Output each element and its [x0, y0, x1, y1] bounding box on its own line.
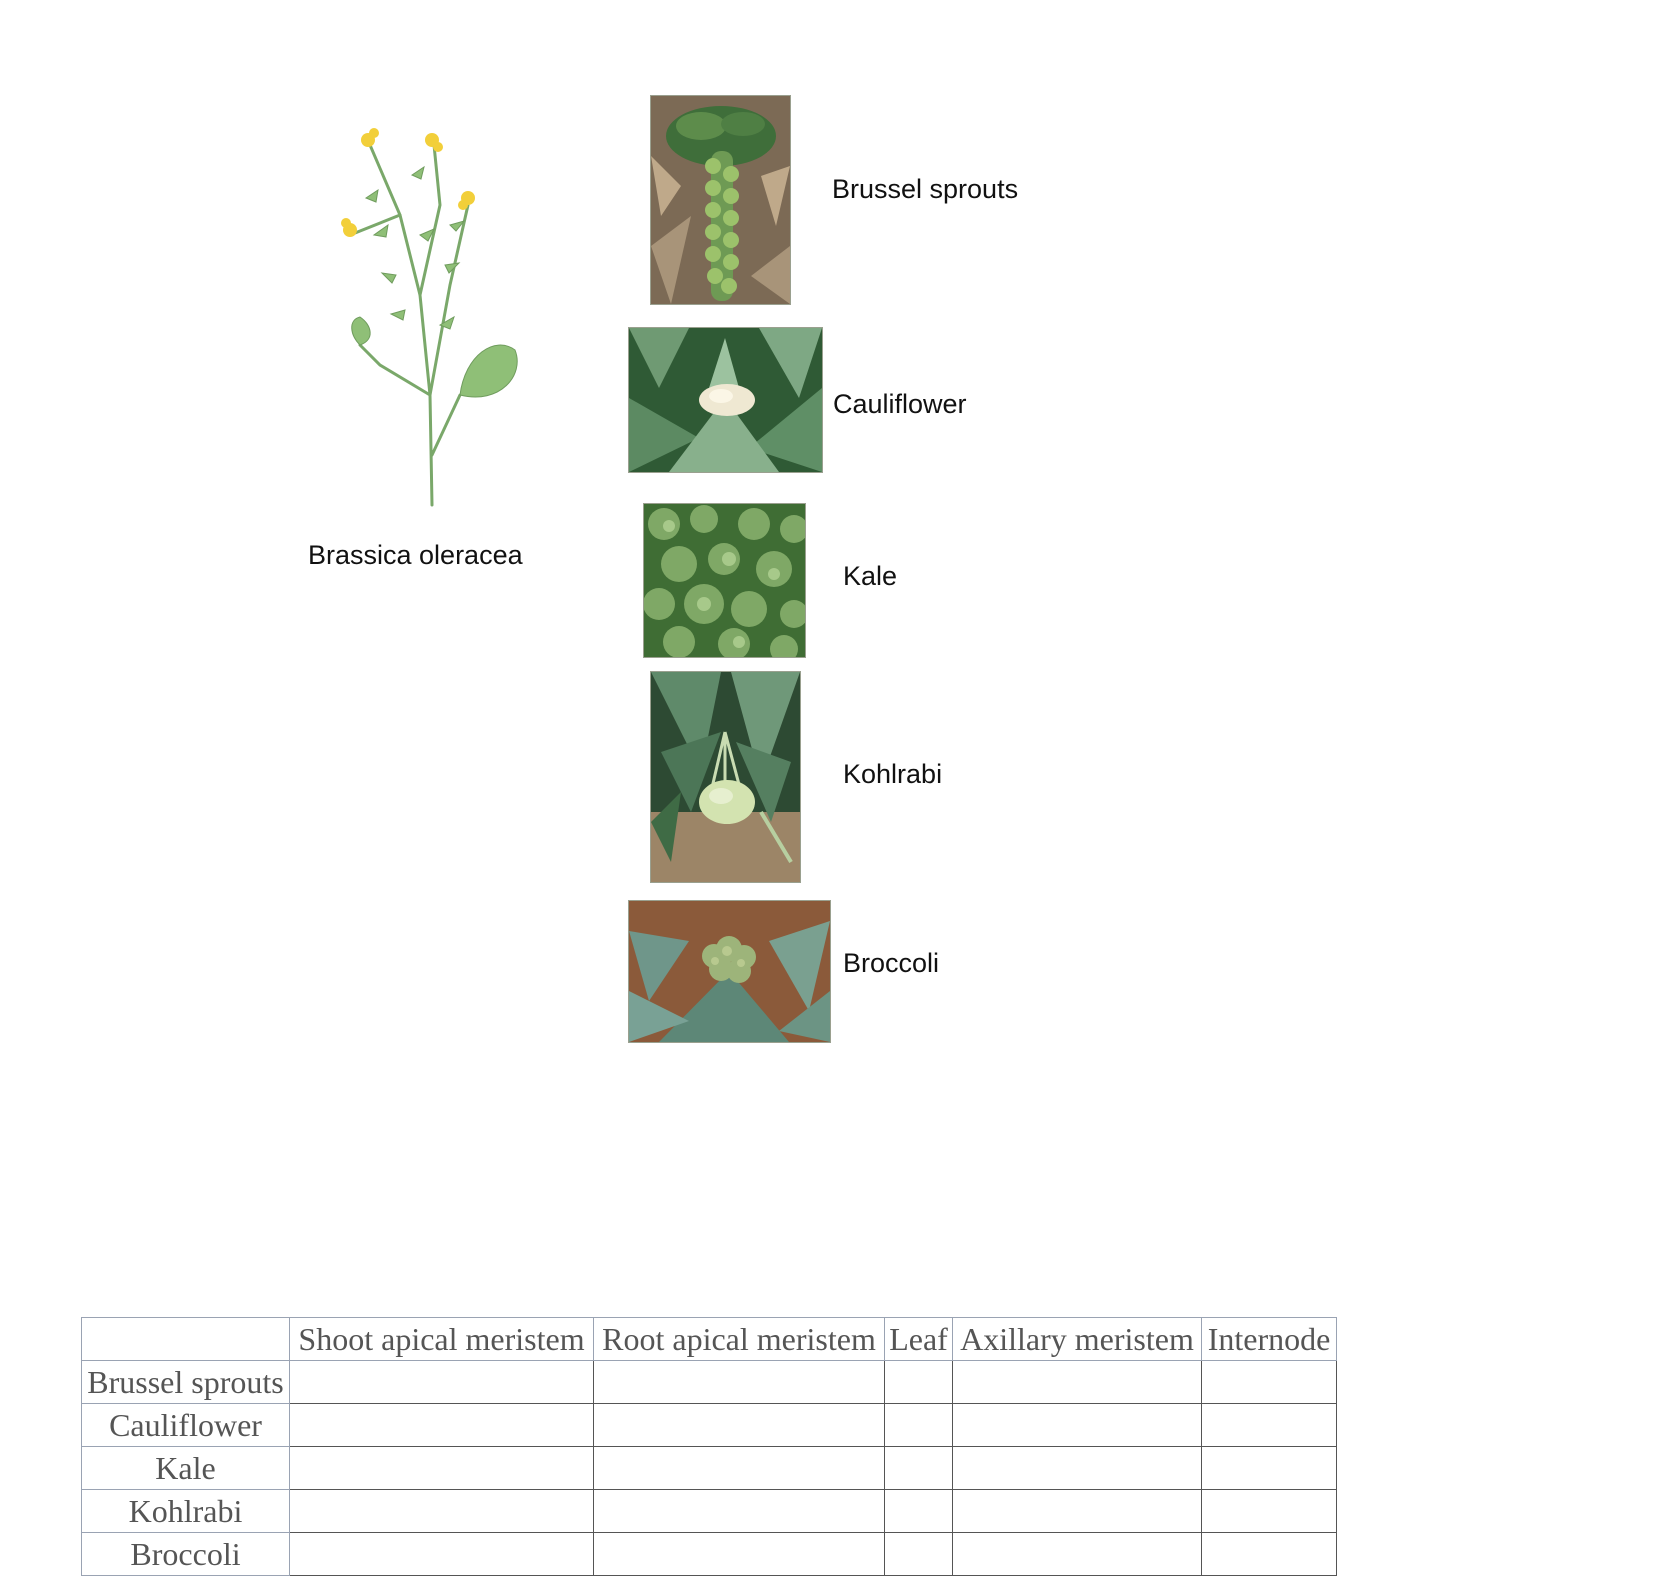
- table-cell: [885, 1404, 953, 1447]
- kale-photo: [643, 503, 806, 658]
- table-cell: [953, 1404, 1202, 1447]
- header-leaf: Leaf: [885, 1318, 953, 1361]
- table-cell: [1202, 1447, 1337, 1490]
- table-cell: [885, 1447, 953, 1490]
- table-cell: [290, 1447, 594, 1490]
- header-shoot-apical-meristem: Shoot apical meristem: [290, 1318, 594, 1361]
- table-cell: [1202, 1361, 1337, 1404]
- table-cell: [1202, 1490, 1337, 1533]
- broccoli-label: Broccoli: [843, 948, 940, 978]
- kohlrabi-photo: [650, 671, 801, 883]
- table-cell: [290, 1404, 594, 1447]
- cauliflower-label: Cauliflower: [833, 389, 967, 419]
- table-cell: [953, 1361, 1202, 1404]
- table-row: [82, 1490, 1337, 1533]
- meristem-comparison-table: [81, 1317, 1337, 1576]
- row-label: Broccoli: [82, 1533, 290, 1576]
- table-cell: [885, 1490, 953, 1533]
- species-label: Brassica oleracea: [308, 540, 523, 570]
- brussel-sprouts-label: Brussel sprouts: [832, 174, 1019, 204]
- table-header-row: [82, 1318, 1337, 1361]
- table-cell: [885, 1361, 953, 1404]
- table-cell: [1202, 1404, 1337, 1447]
- broccoli-photo: [628, 900, 831, 1043]
- brassica-oleracea-illustration: [300, 95, 560, 515]
- table-row: [82, 1361, 1337, 1404]
- row-label: Kohlrabi: [82, 1490, 290, 1533]
- header-blank-cell: [82, 1318, 290, 1361]
- table-cell: [594, 1361, 885, 1404]
- header-axillary-meristem: Axillary meristem: [953, 1318, 1202, 1361]
- table-cell: [594, 1447, 885, 1490]
- kale-label: Kale: [843, 561, 898, 591]
- table-cell: [953, 1533, 1202, 1576]
- row-label: Cauliflower: [82, 1404, 290, 1447]
- cauliflower-photo: [628, 327, 823, 473]
- table-row: [82, 1404, 1337, 1447]
- table-cell: [953, 1490, 1202, 1533]
- table-row: [82, 1447, 1337, 1490]
- table-cell: [885, 1533, 953, 1576]
- table-cell: [1202, 1533, 1337, 1576]
- table-cell: [594, 1533, 885, 1576]
- table-row: [82, 1533, 1337, 1576]
- table-cell: [290, 1490, 594, 1533]
- table-cell: [290, 1361, 594, 1404]
- header-internode: Internode: [1202, 1318, 1337, 1361]
- table-cell: [290, 1533, 594, 1576]
- row-label: Kale: [82, 1447, 290, 1490]
- row-label: Brussel sprouts: [82, 1361, 290, 1404]
- table-cell: [594, 1490, 885, 1533]
- table-cell: [953, 1447, 1202, 1490]
- table-cell: [594, 1404, 885, 1447]
- brussel-sprouts-photo: [650, 95, 791, 305]
- kohlrabi-label: Kohlrabi: [843, 759, 943, 789]
- header-root-apical-meristem: Root apical meristem: [594, 1318, 885, 1361]
